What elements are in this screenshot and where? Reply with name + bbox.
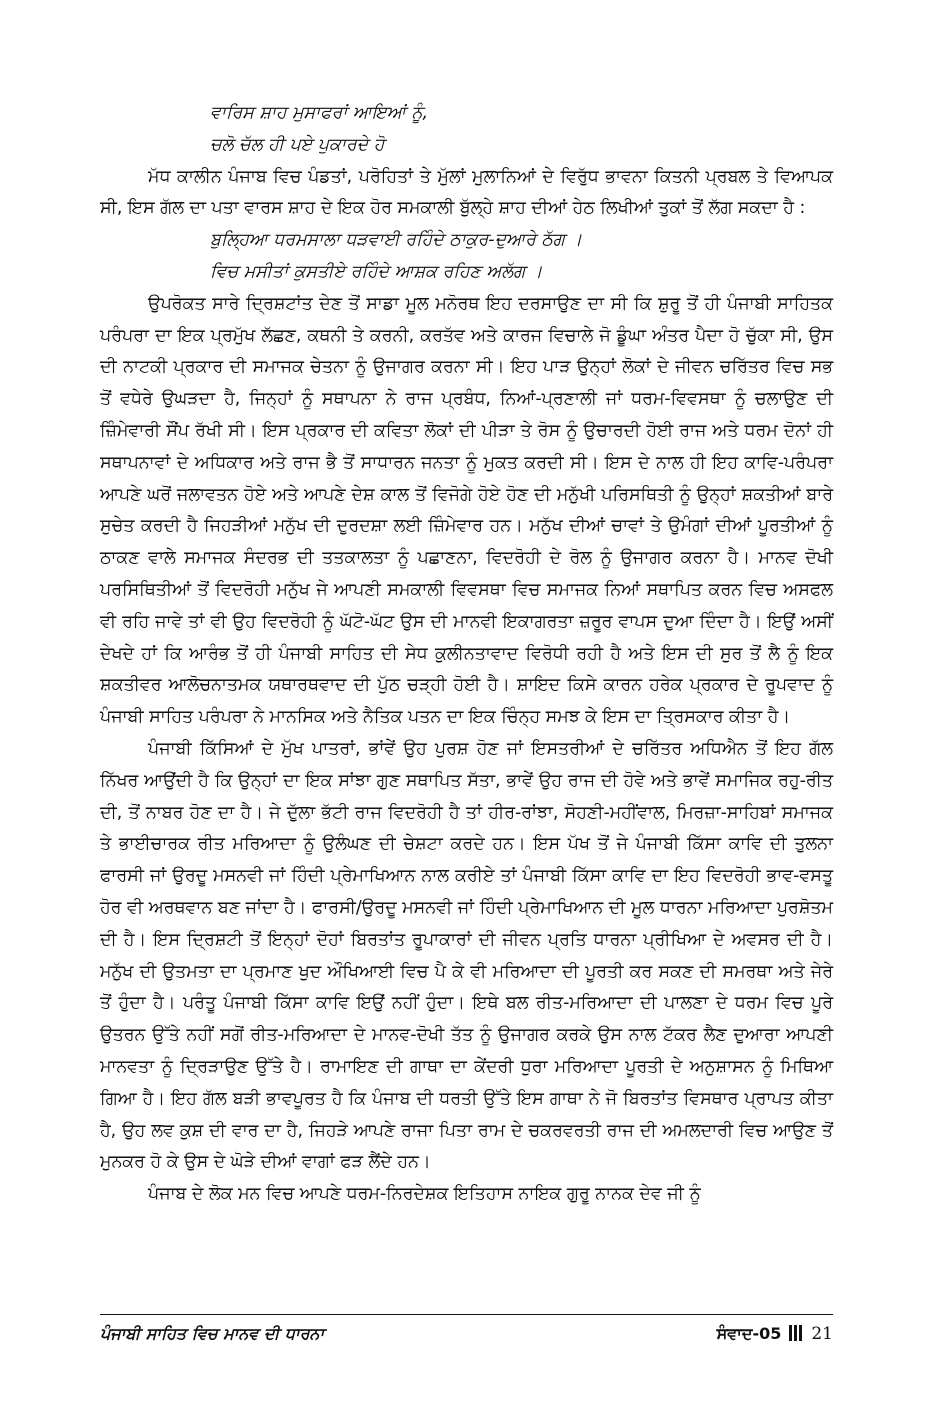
verse-line: ਵਾਰਿਸ ਸ਼ਾਹ ਮੁਸਾਫਰਾਂ ਆਇਆਂ ਨੂੰ, — [210, 103, 429, 123]
paragraph: ਪੰਜਾਬੀ ਕਿੱਸਿਆਂ ਦੇ ਮੁੱਖ ਪਾਤਰਾਂ, ਭਾਂਵੇਂ ਉਹ ਪੁਰਸ਼ ਹੋਣ ਜਾਂ ਇਸਤਰੀਆਂ ਦੇ ਚਰਿੱਤਰ ਅਧਿਐਨ ਤੋਂ ਇਹ ਗੱਲ ਨਿੱਖਰ ਆਉਂਦੀ ਹੈ ਕਿ ਉਨ੍ਹਾਂ ਦਾ ਇਕ ਸਾਂਝਾ ਗੁਣ ਸਥਾਪਿਤ ਸੱਤਾ, ਭਾਵੇਂ ਉਹ ਰਾਜ ਦੀ ਹੋਵੇ ਅਤੇ ਭਾਵੇਂ ਸਮਾਜਿਕ ਰਹੁ-ਰੀਤ ਦੀ, ਤੋਂ ਨਾਬਰ ਹੋਣ ਦਾ ਹੈ। ਜੇ ਦੁੱਲਾ ਭੱਟੀ ਰਾਜ ਵਿਦਰੋਹੀ ਹੈ ਤਾਂ ਹੀਰ-ਰਾਂਝਾ, ਸੋਹਣੀ-ਮਹੀਂਵਾਲ, ਮਿਰਜ਼ਾ-ਸਾਹਿਬਾਂ ਸਮਾਜਕ ਤੇ ਭਾਈਚਾਰਕ ਰੀਤ ਮਰਿਆਦਾ ਨੂੰ ਉਲੰਘਣ ਦੀ ਚੇਸ਼ਟਾ ਕਰਦੇ ਹਨ। ਇਸ ਪੱਖ ਤੋਂ ਜੇ ਪੰਜਾਬੀ ਕਿੱਸਾ ਕਾਵਿ ਦੀ ਤੁਲਨਾ ਫਾਰਸੀ ਜਾਂ ਉਰਦੂ ਮਸਨਵੀ ਜਾਂ ਹਿੰਦੀ ਪ੍ਰੇਮਾਖਿਆਨ ਨਾਲ ਕਰੀਏ ਤਾਂ ਪੰਜਾਬੀ ਕਿੱਸਾ ਕਾਵਿ ਦਾ ਇਹ ਵਿਦਰੋਹੀ ਭਾਵ-ਵਸਤੂ ਹੋਰ ਵੀ ਅਰਥਵਾਨ ਬਣ ਜਾਂਦਾ ਹੈ। ਫਾਰਸੀ/ਉਰਦੂ ਮਸਨਵੀ ਜਾਂ ਹਿੰਦੀ ਪ੍ਰੇਮਾਖਿਆਨ ਦੀ ਮੂਲ ਧਾਰਨਾ ਮਰਿਆਦਾ ਪੁਰਸ਼ੋਤਮ ਦੀ ਹੈ। ਇਸ ਦ੍ਰਿਸ਼ਟੀ ਤੋਂ ਇਨ੍ਹਾਂ ਦੋਹਾਂ ਬਿਰਤਾਂਤ ਰੂਪਾਕਾਰਾਂ ਦੀ ਜੀਵਨ ਪ੍ਰਤਿ ਧਾਰਨਾ ਪ੍ਰੀਖਿਆ ਦੇ ਅਵਸਰ ਦੀ ਹੈ। ਮਨੁੱਖ ਦੀ ਉਤਮਤਾ ਦਾ ਪ੍ਰਮਾਣ ਖੁਦ ਔਖਿਆਈ ਵਿਚ ਪੈ ਕੇ ਵੀ ਮਰਿਆਦਾ ਦੀ ਪੂਰਤੀ ਕਰ ਸਕਣ ਦੀ ਸਮਰਥਾ ਅਤੇ ਜੇਰੇ ਤੋਂ ਹੁੰਦਾ ਹੈ। ਪਰੰਤੂ ਪੰਜਾਬੀ ਕਿੱਸਾ ਕਾਵਿ ਇਉਂ ਨਹੀਂ ਹੁੰਦਾ। ਇਥੇ ਬਲ ਰੀਤ-ਮਰਿਆਦਾ ਦੀ ਪਾਲਣਾ ਦੇ ਧਰਮ ਵਿਚ ਪੂਰੇ ਉਤਰਨ ਉੱਤੇ ਨਹੀਂ ਸਗੋਂ ਰੀਤ-ਮਰਿਆਦਾ ਦੇ ਮਾਨਵ-ਦੋਖੀ ਤੱਤ ਨੂੰ ਉਜਾਗਰ ਕਰਕੇ ਉਸ ਨਾਲ ਟੱਕਰ ਲੈਣ ਦੁਆਰਾ ਆਪਣੀ ਮਾਨਵਤਾ ਨੂੰ ਦ੍ਰਿੜਾਉਣ ਉੱਤੇ ਹੈ। ਰਾਮਾਇਣ ਦੀ ਗਾਥਾ ਦਾ ਕੇਂਦਰੀ ਧੁਰਾ ਮਰਿਆਦਾ ਪੂਰਤੀ ਦੇ ਅਨੁਸ਼ਾਸਨ ਨੂੰ ਮਿਥਿਆ ਗਿਆ ਹੈ। ਇਹ ਗੱਲ ਬੜੀ ਭਾਵਪੂਰਤ ਹੈ ਕਿ ਪੰਜਾਬ ਦੀ ਧਰਤੀ ਉੱਤੇ ਇਸ ਗਾਥਾ ਨੇ ਜੋ ਬਿਰਤਾਂਤ ਵਿਸਥਾਰ ਪ੍ਰਾਪਤ ਕੀਤਾ ਹੈ, ਉਹ ਲਵ ਕੁਸ਼ ਦੀ ਵਾਰ ਦਾ ਹੈ, ਜਿਹੜੇ ਆਪਣੇ ਰਾਜਾ ਪਿਤਾ ਰਾਮ ਦੇ ਚਕਰਵਰਤੀ ਰਾਜ ਦੀ ਅਮਲਦਾਰੀ ਵਿਚ ਆਉਣ ਤੋਂ ਮੁਨਕਰ ਹੋ ਕੇ ਉਸ ਦੇ ਘੋੜੇ ਦੀਆਂ ਵਾਗਾਂ ਫੜ ਲੈਂਦੇ ਹਨ। — [100, 738, 833, 1173]
page-number: 21 — [811, 1324, 833, 1344]
verse-line: ਚਲੋ ਚੱਲ ਹੀ ਪਏ ਪੁਕਾਰਦੇ ਹੋ — [210, 134, 385, 155]
bars-icon — [789, 1325, 803, 1341]
paragraph: ਉਪਰੋਕਤ ਸਾਰੇ ਦ੍ਰਿਸ਼ਟਾਂਤ ਦੇਣ ਤੋਂ ਸਾਡਾ ਮੂਲ ਮਨੋਰਥ ਇਹ ਦਰਸਾਉਣ ਦਾ ਸੀ ਕਿ ਸ਼ੁਰੂ ਤੋਂ ਹੀ ਪੰਜਾਬੀ ਸਾਹਿਤਕ ਪਰੰਪਰਾ ਦਾ ਇਕ ਪ੍ਰਮੁੱਖ ਲੱਛਣ, ਕਥਨੀ ਤੇ ਕਰਨੀ, ਕਰਤੱਵ ਅਤੇ ਕਾਰਜ ਵਿਚਾਲੇ ਜੋ ਡੂੰਘਾ ਅੰਤਰ ਪੈਦਾ ਹੋ ਚੁੱਕਾ ਸੀ, ਉਸ ਦੀ ਨਾਟਕੀ ਪ੍ਰਕਾਰ ਦੀ ਸਮਾਜਕ ਚੇਤਨਾ ਨੂੰ ਉਜਾਗਰ ਕਰਨਾ ਸੀ। ਇਹ ਪਾੜ ਉਨ੍ਹਾਂ ਲੋਕਾਂ ਦੇ ਜੀਵਨ ਚਰਿੱਤਰ ਵਿਚ ਸਭ ਤੋਂ ਵਧੇਰੇ ਉਘੜਦਾ ਹੈ, ਜਿਨ੍ਹਾਂ ਨੂੰ ਸਥਾਪਨਾ ਨੇ ਰਾਜ ਪ੍ਰਬੰਧ, ਨਿਆਂ-ਪ੍ਰਣਾਲੀ ਜਾਂ ਧਰਮ-ਵਿਵਸਥਾ ਨੂੰ ਚਲਾਉਣ ਦੀ ਜ਼ਿੰਮੇਵਾਰੀ ਸੌਂਪ ਰੱਖੀ ਸੀ। ਇਸ ਪ੍ਰਕਾਰ ਦੀ ਕਵਿਤਾ ਲੋਕਾਂ ਦੀ ਪੀੜਾ ਤੇ ਰੋਸ ਨੂੰ ਉਚਾਰਦੀ ਹੋਈ ਰਾਜ ਅਤੇ ਧਰਮ ਦੋਨਾਂ ਹੀ ਸਥਾਪਨਾਵਾਂ ਦੇ ਅਧਿਕਾਰ ਅਤੇ ਰਾਜ ਭੈ ਤੋਂ ਸਾਧਾਰਨ ਜਨਤਾ ਨੂੰ ਮੁਕਤ ਕਰਦੀ ਸੀ। ਇਸ ਦੇ ਨਾਲ ਹੀ ਇਹ ਕਾਵਿ-ਪਰੰਪਰਾ ਆਪਣੇ ਘਰੋਂ ਜਲਾਵਤਨ ਹੋਏ ਅਤੇ ਆਪਣੇ ਦੇਸ਼ ਕਾਲ ਤੋਂ ਵਿਜੋਗੇ ਹੋਏ ਹੋਣ ਦੀ ਮਨੁੱਖੀ ਪਰਿਸਥਿਤੀ ਨੂੰ ਉਨ੍ਹਾਂ ਸ਼ਕਤੀਆਂ ਬਾਰੇ ਸੁਚੇਤ ਕਰਦੀ ਹੈ ਜਿਹੜੀਆਂ ਮਨੁੱਖ ਦੀ ਦੁਰਦਸ਼ਾ ਲਈ ਜ਼ਿੰਮੇਵਾਰ ਹਨ। ਮਨੁੱਖ ਦੀਆਂ ਚਾਵਾਂ ਤੇ ਉਮੰਗਾਂ ਦੀਆਂ ਪੂਰਤੀਆਂ ਨੂੰ ਠਾਕਣ ਵਾਲੇ ਸਮਾਜਕ ਸੰਦਰਭ ਦੀ ਤਤਕਾਲਤਾ ਨੂੰ ਪਛਾਣਨਾ, ਵਿਦਰੋਹੀ ਦੇ ਰੋਲ ਨੂੰ ਉਜਾਗਰ ਕਰਨਾ ਹੈ। ਮਾਨਵ ਦੋਖੀ ਪਰਸਿਥਿਤੀਆਂ ਤੋਂ ਵਿਦਰੋਹੀ ਮਨੁੱਖ ਜੇ ਆਪਣੀ ਸਮਕਾਲੀ ਵਿਵਸਥਾ ਵਿਚ ਸਮਾਜਕ ਨਿਆਂ ਸਥਾਪਿਤ ਕਰਨ ਵਿਚ ਅਸਫਲ ਵੀ ਰਹਿ ਜਾਵੇ ਤਾਂ ਵੀ ਉਹ ਵਿਦਰੋਹੀ ਨੂੰ ਘੱਟੋ-ਘੱਟ ਉਸ ਦੀ ਮਾਨਵੀ ਇਕਾਗਰਤਾ ਜ਼ਰੂਰ ਵਾਪਸ ਦੁਆ ਦਿੰਦਾ ਹੈ। ਇਉਂ ਅਸੀਂ ਦੇਖਦੇ ਹਾਂ ਕਿ ਆਰੰਭ ਤੋਂ ਹੀ ਪੰਜਾਬੀ ਸਾਹਿਤ ਦੀ ਸੇਧ ਕੁਲੀਨਤਾਵਾਦ ਵਿਰੋਧੀ ਰਹੀ ਹੈ ਅਤੇ ਇਸ ਦੀ ਸੁਰ ਤੋਂ ਲੈ ਨੂੰ ਇਕ ਸ਼ਕਤੀਵਰ ਆਲੋਚਨਾਤਮਕ ਯਥਾਰਥਵਾਦ ਦੀ ਪੁੱਠ ਚੜ੍ਹੀ ਹੋਈ ਹੈ। ਸ਼ਾਇਦ ਕਿਸੇ ਕਾਰਨ ਹਰੇਕ ਪ੍ਰਕਾਰ ਦੇ ਰੂਪਵਾਦ ਨੂੰ ਪੰਜਾਬੀ ਸਾਹਿਤ ਪਰੰਪਰਾ ਨੇ ਮਾਨਸਿਕ ਅਤੇ ਨੈਤਿਕ ਪਤਨ ਦਾ ਇਕ ਚਿੰਨ੍ਹ ਸਮਝ ਕੇ ਇਸ ਦਾ ਤ੍ਰਿਸਕਾਰ ਕੀਤਾ ਹੈ। — [100, 293, 833, 728]
verse-line: ਬੁਲ੍ਹਿਆ ਧਰਮਸਾਲਾ ਧੜਵਾਈ ਰਹਿੰਦੇ ਠਾਕੁਰ-ਦੁਆਰੇ ਠੱਗ । — [210, 230, 583, 251]
journal-name: ਸੰਵਾਦ-05 — [716, 1324, 782, 1343]
running-title: ਪੰਜਾਬੀ ਸਾਹਿਤ ਵਿਚ ਮਾਨਵ ਦੀ ਧਾਰਨਾ — [100, 1324, 325, 1343]
footer-rule — [100, 1314, 833, 1315]
paragraph: ਪੰਜਾਬ ਦੇ ਲੋਕ ਮਨ ਵਿਚ ਆਪਣੇ ਧਰਮ-ਨਿਰਦੇਸ਼ਕ ਇਤਿਹਾਸ ਨਾਇਕ ਗੁਰੂ ਨਾਨਕ ਦੇਵ ਜੀ ਨੂੰ — [148, 1184, 701, 1205]
paragraph: ਮੱਧ ਕਾਲੀਨ ਪੰਜਾਬ ਵਿਚ ਪੰਡਤਾਂ, ਪਰੋਹਿਤਾਂ ਤੇ ਮੁੱਲਾਂ ਮੁਲਾਨਿਆਂ ਦੇ ਵਿਰੁੱਧ ਭਾਵਨਾ ਕਿਤਨੀ ਪ੍ਰਬਲ ਤੇ ਵਿਆਪਕ ਸੀ, ਇਸ ਗੱਲ ਦਾ ਪਤਾ ਵਾਰਸ ਸ਼ਾਹ ਦੇ ਇਕ ਹੋਰ ਸਮਕਾਲੀ ਬੁੱਲ੍ਹੇ ਸ਼ਾਹ ਦੀਆਂ ਹੇਠ ਲਿਖੀਆਂ ਤੁਕਾਂ ਤੋਂ ਲੱਗ ਸਕਦਾ ਹੈ : — [100, 166, 833, 219]
footer-right — [717, 1322, 833, 1346]
verse-line: ਵਿਚ ਮਸੀਤਾਂ ਕੁਸਤੀਏ ਰਹਿੰਦੇ ਆਸ਼ਕ ਰਹਿਣ ਅਲੱਗ । — [210, 261, 543, 282]
body-text — [100, 98, 833, 1211]
